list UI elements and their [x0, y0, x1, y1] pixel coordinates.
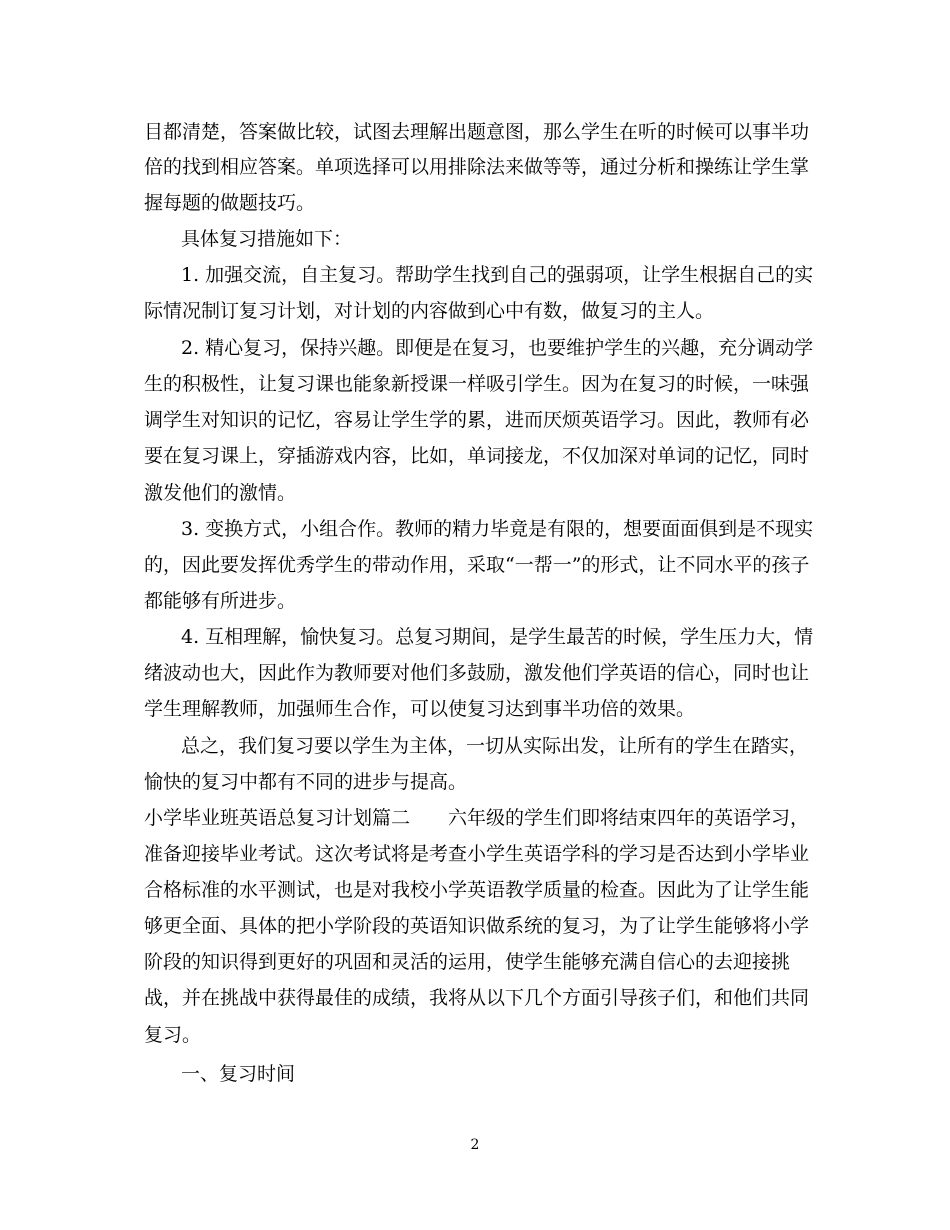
- text-line: 合格标准的水平测试，也是对我校小学英语教学质量的检查。因此为了让学生能: [144, 879, 810, 901]
- text-line: 生的积极性，让复习课也能象新授课一样吸引学生。因为在复习的时候，一味强: [144, 373, 810, 395]
- text-line: 都能够有所进步。: [144, 590, 297, 612]
- text-line: 3. 变换方式，小组合作。教师的精力毕竟是有限的，想要面面俱到是不现实: [181, 518, 814, 540]
- text-line: 要在复习课上，穿插游戏内容，比如，单词接龙，不仅加深对单词的记忆，同时: [144, 445, 810, 467]
- text-line: 愉快的复习中都有不同的进步与提高。: [144, 771, 468, 793]
- text-line: 4. 互相理解，愉快复习。总复习期间，是学生最苦的时候，学生压力大，情: [181, 626, 814, 648]
- text-line: 激发他们的激情。: [144, 482, 297, 504]
- text-line: 具体复习措施如下：: [181, 228, 353, 250]
- text-line: 够更全面、具体的把小学阶段的英语知识做系统的复习，为了让学生能够将小学: [144, 915, 810, 937]
- text-line: 绪波动也大，因此作为教师要对他们多鼓励，激发他们学英语的信心，同时也让: [144, 662, 810, 684]
- text-line: 战，并在挑战中获得最佳的成绩，我将从以下几个方面引导孩子们，和他们共同: [144, 987, 810, 1009]
- text-line: 际情况制订复习计划，对计划的内容做到心中有数，做复习的主人。: [144, 300, 715, 322]
- text-line: 2. 精心复习，保持兴趣。即便是在复习，也要维护学生的兴趣，充分调动学: [181, 337, 814, 359]
- text-line: 握每题的做题技巧。: [144, 192, 316, 214]
- text-line: 复习。: [144, 1024, 202, 1046]
- text-line: 1. 加强交流，自主复习。帮助学生找到自己的强弱项，让学生根据自己的实: [181, 264, 814, 286]
- text-line: 调学生对知识的记忆，容易让学生学的累，进而厌烦英语学习。因此，教师有必: [144, 409, 810, 431]
- text-line: 目都清楚，答案做比较，试图去理解出题意图，那么学生在听的时候可以事半功: [144, 121, 810, 143]
- text-line: 的，因此要发挥优秀学生的带动作用，采取“一帮一”的形式，让不同水平的孩子: [144, 554, 810, 576]
- text-line: 总之，我们复习要以学生为主体，一切从实际出发，让所有的学生在踏实，: [181, 735, 809, 757]
- text-line: 小学毕业班英语总复习计划篇二 六年级的学生们即将结束四年的英语学习，: [144, 807, 810, 829]
- section-heading: 一、复习时间: [181, 1063, 296, 1085]
- page-number: 2: [470, 1137, 480, 1153]
- text-line: 准备迎接毕业考试。这次考试将是考查小学生英语学科的学习是否达到小学毕业: [144, 843, 810, 865]
- text-line: 阶段的知识得到更好的巩固和灵活的运用，使学生能够充满自信心的去迎接挑: [144, 951, 791, 973]
- text-line: 倍的找到相应答案。单项选择可以用排除法来做等等，通过分析和操练让学生掌: [144, 156, 810, 178]
- text-line: 学生理解教师，加强师生合作，可以使复习达到事半功倍的效果。: [144, 698, 696, 720]
